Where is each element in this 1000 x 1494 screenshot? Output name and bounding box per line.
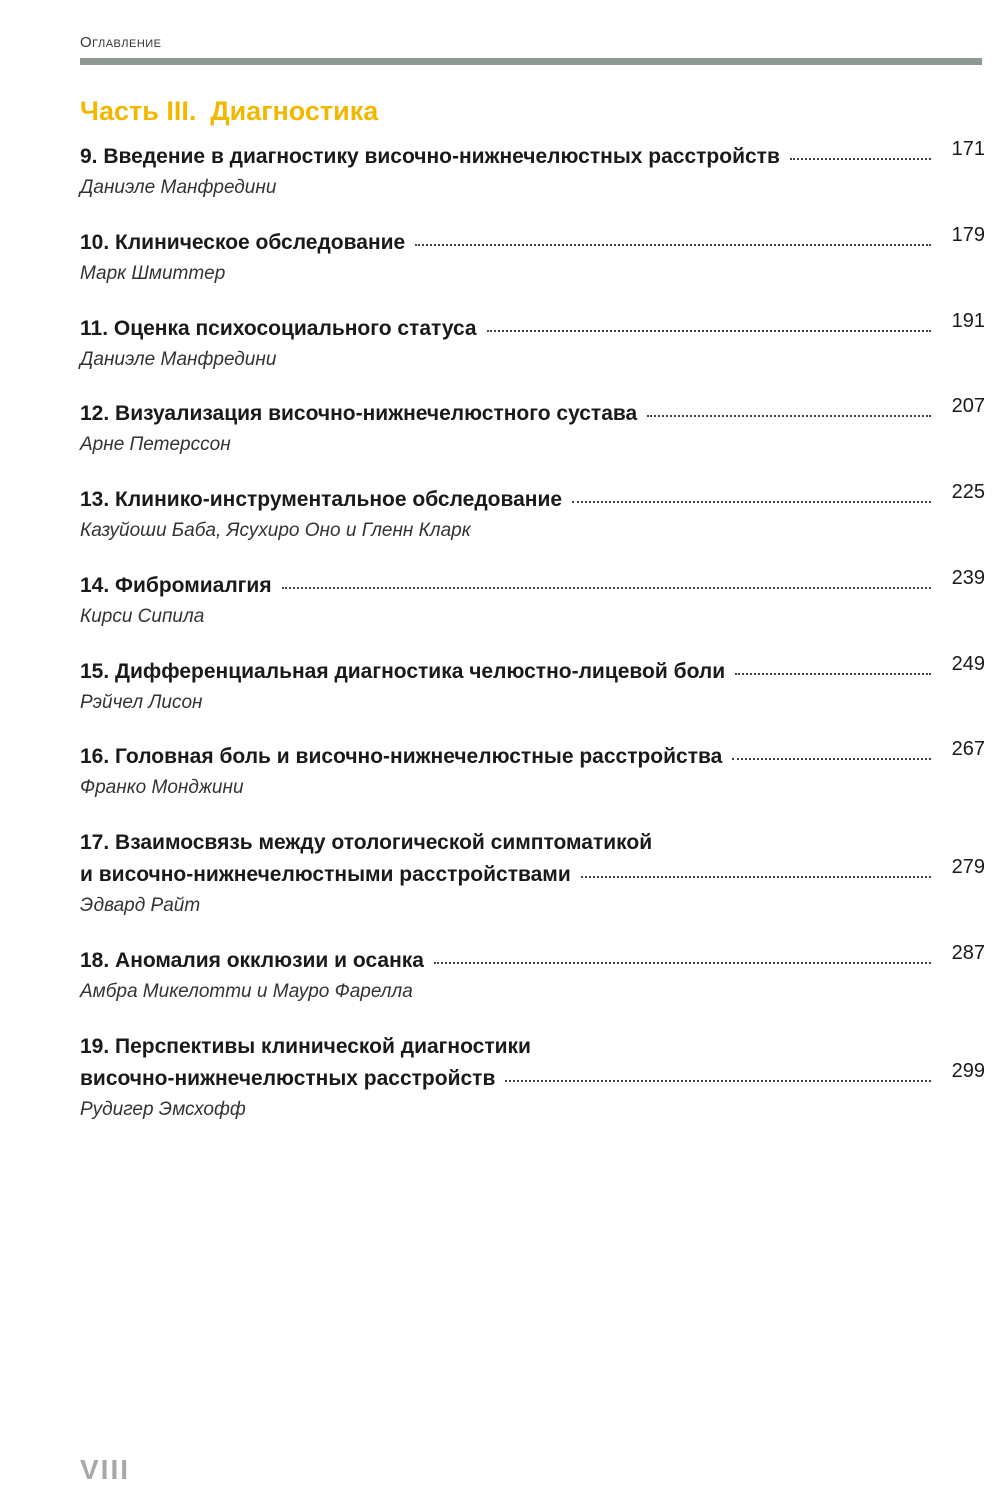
entry-page: 225 — [951, 481, 985, 503]
entry-page: 179 — [951, 224, 985, 246]
entry-page: 207 — [951, 395, 985, 417]
header-rule — [80, 58, 982, 65]
entry-title[interactable]: 10. Клиническое обследование — [80, 231, 406, 254]
entry-page: 191 — [951, 310, 985, 332]
entry-title[interactable]: 12. Визуализация височно-нижнечелюстного сустава — [80, 402, 638, 425]
entry-title[interactable]: 15. Дифференциальная диагностика челюстно-лицевой боли — [80, 660, 726, 683]
dot-leader — [415, 244, 931, 246]
toc-entry-18[interactable] — [80, 942, 985, 1003]
entry-page: 287 — [951, 942, 985, 964]
dot-leader — [487, 330, 931, 332]
entry-page: 239 — [951, 567, 985, 589]
toc-entry-9[interactable] — [80, 138, 985, 199]
toc-entry-13[interactable] — [80, 481, 985, 542]
dot-leader — [735, 673, 931, 675]
entry-page: 299 — [951, 1060, 985, 1082]
toc-entry-12[interactable] — [80, 395, 985, 456]
entry-author: Даниэле Манфредини — [80, 349, 277, 370]
entry-author: Кирси Сипила — [80, 606, 205, 627]
entry-title-line1[interactable]: 17. Взаимосвязь между отологической симптоматикой — [80, 831, 653, 854]
entry-title[interactable]: 11. Оценка психосоциального статуса — [80, 317, 477, 340]
entry-title[interactable]: 9. Введение в диагностику височно-нижнечелюстных расстройств — [80, 145, 780, 168]
entry-title[interactable]: 18. Аномалия окклюзии и осанка — [80, 949, 424, 972]
toc-entry-17[interactable] — [80, 831, 985, 917]
entry-title[interactable]: 16. Головная боль и височно-нижнечелюстные расстройства — [80, 745, 723, 768]
dot-leader — [581, 876, 931, 878]
toc-entry-19[interactable] — [80, 1035, 985, 1121]
toc-entry-11[interactable] — [80, 310, 985, 371]
entry-title[interactable]: 14. Фибромиалгия — [80, 574, 272, 597]
page-folio: VIII — [80, 1454, 131, 1485]
dot-leader — [647, 415, 931, 417]
toc-entry-10[interactable] — [80, 224, 985, 285]
entry-author: Амбра Микелотти и Мауро Фарелла — [80, 981, 413, 1002]
entry-author: Франко Монджини — [80, 777, 244, 798]
entry-author: Казуйоши Баба, Ясухиро Оно и Гленн Кларк — [80, 520, 471, 541]
entry-title[interactable]: и височно-нижнечелюстными расстройствами — [80, 863, 571, 886]
toc-entry-16[interactable] — [80, 738, 985, 799]
entry-page: 249 — [951, 653, 985, 675]
entry-title-line1[interactable]: 19. Перспективы клинической диагностики — [80, 1035, 531, 1058]
entry-author: Рэйчел Лисон — [80, 692, 203, 713]
dot-leader — [434, 962, 931, 964]
entry-author: Рудигер Эмсхофф — [80, 1099, 246, 1120]
entry-page: 279 — [951, 856, 985, 878]
dot-leader — [790, 158, 931, 160]
dot-leader — [282, 587, 931, 589]
entry-title[interactable]: височно-нижнечелюстных расстройств — [80, 1067, 496, 1090]
toc-entry-15[interactable] — [80, 653, 985, 714]
entry-author: Даниэле Манфредини — [80, 177, 277, 198]
running-head: Оглавление — [80, 34, 162, 51]
entry-author: Эдвард Райт — [80, 895, 201, 916]
entry-author: Марк Шмиттер — [80, 263, 226, 284]
dot-leader — [572, 501, 931, 503]
entry-page: 267 — [951, 738, 985, 760]
part-name: Диагностика — [210, 96, 379, 126]
dot-leader — [505, 1080, 931, 1082]
entry-page: 171 — [951, 138, 985, 160]
toc-entry-14[interactable] — [80, 567, 985, 628]
dot-leader — [732, 758, 931, 760]
part-number: Часть III. — [80, 96, 197, 126]
entry-author: Арне Петерссон — [80, 434, 231, 455]
entry-title[interactable]: 13. Клинико-инструментальное обследование — [80, 488, 563, 511]
part-title — [80, 96, 378, 127]
